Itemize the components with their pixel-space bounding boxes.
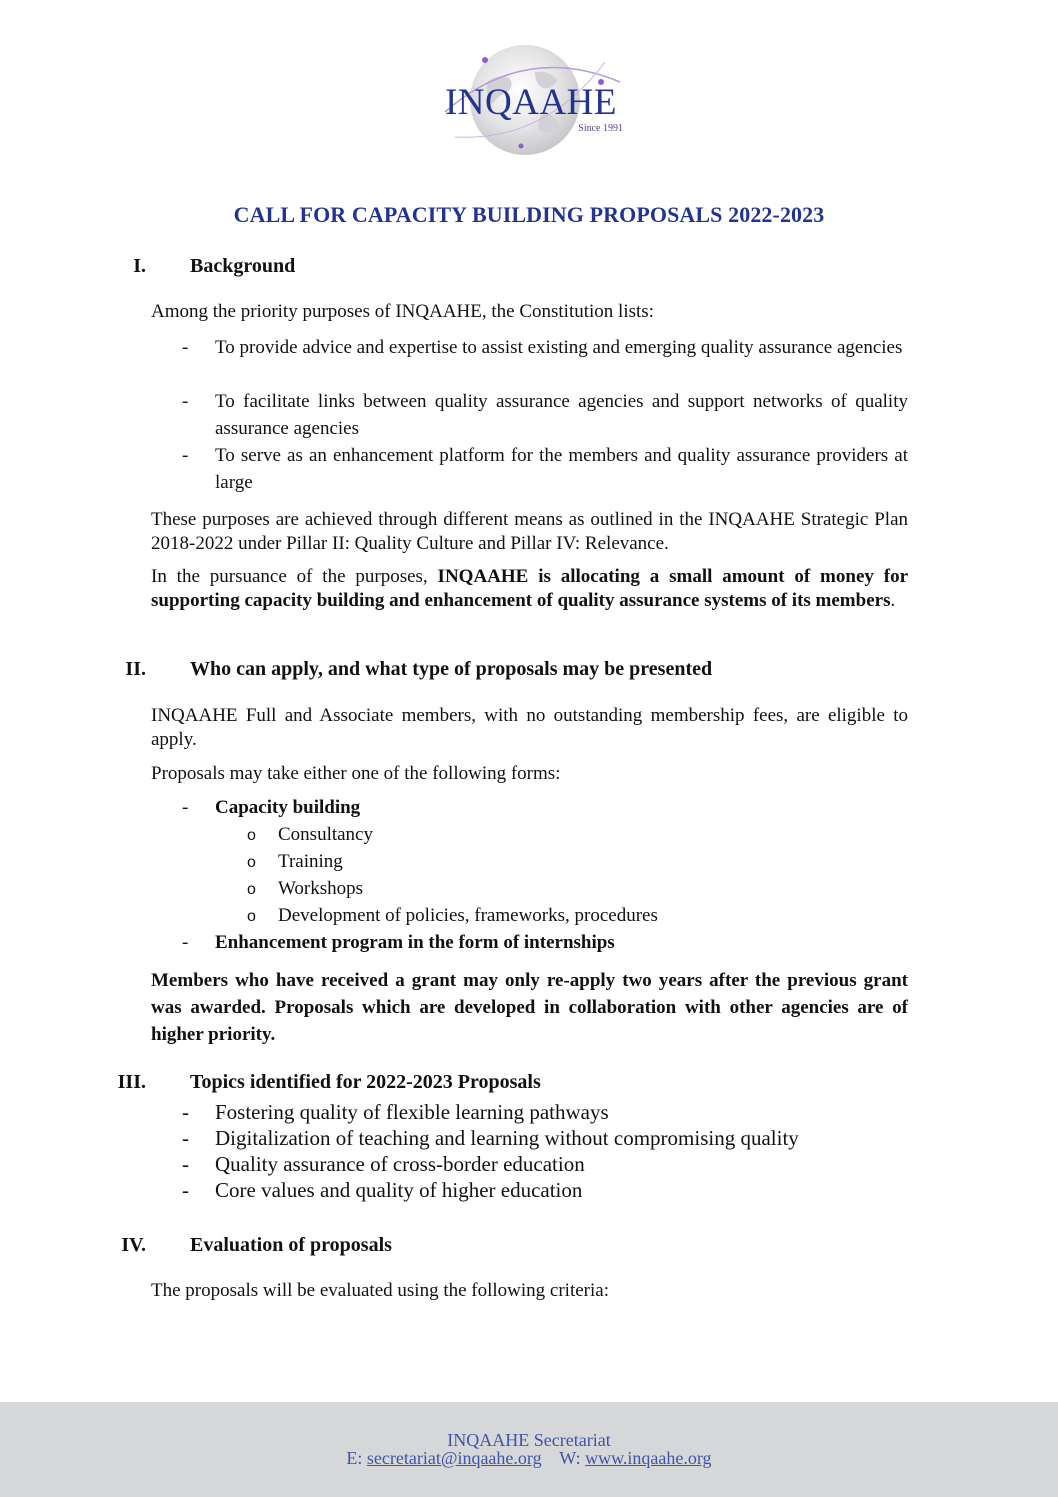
logo-wordmark: INQAAHE (444, 82, 618, 123)
bullet-dash: - (182, 797, 189, 818)
logo-tagline: Since 1991 (578, 123, 623, 134)
bullet-dash: - (182, 445, 189, 466)
section-title: Who can apply, and what type of proposals may be presented (190, 658, 713, 680)
globe-logo-icon (425, 42, 635, 160)
page-footer (0, 1402, 1058, 1497)
bullet-dash: - (182, 932, 189, 953)
list-item-text: Capacity building (215, 797, 361, 818)
background-funding-paragraph (151, 565, 908, 612)
sub-bullet: o (247, 908, 256, 925)
website-link[interactable]: www.inqaahe.org (585, 1448, 712, 1468)
sub-bullet: o (247, 881, 256, 898)
list-item-text: To provide advice and expertise to assist existing and emerging quality assurance agencies (215, 337, 903, 358)
sub-list-item-text: Consultancy (278, 824, 373, 845)
list-item-text: Core values and quality of higher education (215, 1178, 583, 1202)
list-item-text: Quality assurance of cross-border education (215, 1152, 585, 1176)
eligibility-paragraph: INQAAHE Full and Associate members, with no outstanding membership fees, are eligible to apply. (151, 705, 908, 750)
section-title: Topics identified for 2022-2023 Proposals (190, 1071, 541, 1093)
background-paragraph: These purposes are achieved through different means as outlined in the INQAAHE Strategic Plan 2018-2022 under Pillar II: Quality Culture and Pillar IV: Relevance. (151, 509, 908, 554)
list-item-text: Fostering quality of flexible learning pathways (215, 1100, 609, 1124)
list-item-text: Digitalization of teaching and learning without compromising quality (215, 1126, 799, 1150)
footer-org: INQAAHE Secretariat (447, 1430, 611, 1450)
footer-contact (0, 1448, 1058, 1469)
paragraph-emphasis: INQAAHE is allocating a small amount of money for supporting capacity building and enhancement of quality assurance systems of its members (151, 566, 909, 611)
background-intro: Among the priority purposes of INQAAHE, the Constitution lists: (151, 301, 654, 322)
sub-list-item-text: Development of policies, frameworks, procedures (278, 905, 658, 926)
inqaahe-logo (425, 42, 635, 160)
bullet-dash: - (182, 1126, 189, 1150)
section-number: III. (117, 1071, 146, 1093)
web-label: W: (559, 1448, 581, 1468)
sub-bullet: o (247, 854, 256, 871)
sub-bullet: o (247, 827, 256, 844)
bullet-dash: - (182, 1178, 189, 1202)
email-link[interactable]: secretariat@inqaahe.org (366, 1448, 542, 1468)
paragraph-end: . (890, 589, 896, 611)
page-title: CALL FOR CAPACITY BUILDING PROPOSALS 2022-2023 (233, 202, 825, 227)
section-number: II. (125, 658, 146, 680)
reapply-note: Members who have received a grant may only re-apply two years after the previous grant was awarded. Proposals which are developed in collaboration with other agencies are of higher priority. (151, 970, 908, 1045)
sub-list-item-text: Training (278, 851, 343, 872)
bullet-dash: - (182, 337, 189, 358)
forms-intro: Proposals may take either one of the following forms: (151, 763, 561, 784)
list-item-text: To facilitate links between quality assurance agencies and support networks of quality assurance agencies (215, 391, 908, 439)
section-number: I. (133, 255, 146, 277)
sub-list-item-text: Workshops (278, 878, 364, 899)
list-item-text: Enhancement program in the form of internships (215, 932, 615, 953)
evaluation-intro: The proposals will be evaluated using the following criteria: (151, 1280, 609, 1301)
section-title: Background (190, 255, 296, 277)
paragraph-lead: In the pursuance of the purposes, (151, 566, 438, 587)
email-label: E: (346, 1448, 363, 1468)
bullet-dash: - (182, 391, 189, 412)
bullet-dash: - (182, 1152, 189, 1176)
bullet-dash: - (182, 1100, 189, 1124)
section-title: Evaluation of proposals (190, 1234, 392, 1256)
list-item-text: To serve as an enhancement platform for the members and quality assurance providers at large (215, 445, 908, 493)
section-number: IV. (121, 1234, 146, 1256)
